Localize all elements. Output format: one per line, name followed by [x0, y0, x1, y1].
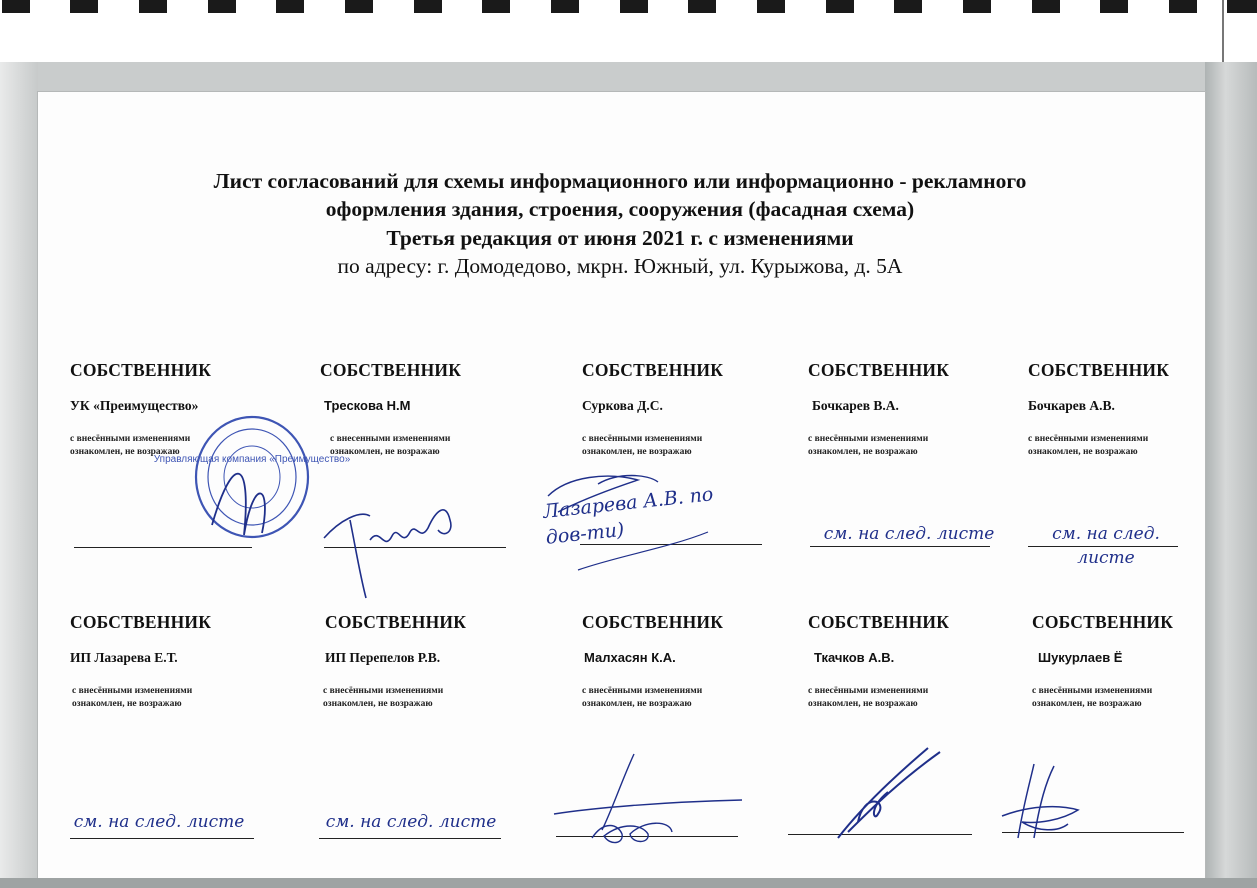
signature-icon	[552, 750, 752, 850]
owner-role: СОБСТВЕННИК	[320, 360, 462, 380]
owner-role: СОБСТВЕННИК	[582, 360, 724, 380]
signature-icon	[828, 742, 968, 842]
owner-name: ИП Перепелов Р.В.	[325, 650, 441, 665]
owner-note: с внесёнными изменениями	[323, 686, 444, 696]
binding-holes	[0, 0, 1257, 14]
owner-role: СОБСТВЕННИК	[808, 360, 950, 380]
company-stamp-icon	[153, 415, 351, 545]
signature-icon	[998, 762, 1098, 842]
document-title-line1: Лист согласований для схемы информационного или информационно - рекламного	[213, 169, 1027, 193]
owner-note: ознакомлен, не возражаю	[582, 699, 692, 709]
stamp-text: Управляющая компания «Преимущество»	[153, 454, 351, 465]
page-edge	[1222, 0, 1224, 70]
owner-note: с внесёнными изменениями	[582, 434, 703, 444]
owner-block-shukurlaev	[1032, 612, 1252, 862]
owner-note: с внесёнными изменениями	[70, 434, 191, 444]
signature-text: см. на след. листе	[823, 524, 995, 544]
owner-name: УК «Преимущество»	[70, 398, 199, 413]
signature-text: см. на след. листе	[73, 812, 245, 832]
owner-name: Бочкарев А.В.	[1028, 398, 1115, 413]
owner-block-treskova	[320, 360, 540, 610]
scan-left-margin	[0, 62, 38, 888]
owner-note: ознакомлен, не возражаю	[1028, 447, 1138, 457]
owner-role: СОБСТВЕННИК	[1028, 360, 1170, 380]
signature-line	[319, 838, 501, 839]
document-edition: Третья редакция от июня 2021 г. с изменениями	[386, 226, 854, 250]
owner-block-tkachkov	[808, 612, 1028, 862]
owner-note: с внесёнными изменениями	[808, 434, 929, 444]
owner-block-uk	[70, 360, 351, 610]
owner-note: с внесёнными изменениями	[1032, 686, 1153, 696]
owner-role: СОБСТВЕННИК	[325, 612, 467, 632]
owner-block-bochkarev-av	[1028, 360, 1248, 610]
owner-note: с внесёнными изменениями	[72, 686, 193, 696]
owner-role: СОБСТВЕННИК	[808, 612, 950, 632]
owner-role: СОБСТВЕННИК	[1032, 612, 1174, 632]
signature-line	[70, 838, 254, 839]
document-title-line2: оформления здания, строения, сооружения (фасадная схема)	[325, 197, 915, 221]
owner-block-bochkarev-va	[808, 360, 1028, 610]
owner-role: СОБСТВЕННИК	[70, 612, 212, 632]
owner-name: Шукурлаев Ё	[1038, 650, 1123, 665]
signature-text: Лазарева А.В. по дов-ти)	[542, 483, 715, 549]
signature-text: см. на след. листе	[1052, 524, 1160, 568]
owner-role: СОБСТВЕННИК	[582, 612, 724, 632]
owner-block-surkova	[542, 360, 802, 610]
document-address: по адресу: г. Домодедово, мкрн. Южный, ул. Курыжова, д. 5А	[337, 254, 903, 278]
owner-note: ознакомлен, не возражаю	[582, 447, 692, 457]
owner-block-malkhasyan	[582, 612, 802, 862]
owner-name: Ткачков А.В.	[814, 650, 895, 665]
owner-name: Бочкарев В.А.	[812, 398, 899, 413]
owner-note: ознакомлен, не возражаю	[70, 447, 180, 457]
owner-note: с внесенными изменениями	[330, 434, 451, 444]
signature-text: см. на след. листе	[325, 812, 497, 832]
owner-note: ознакомлен, не возражаю	[72, 699, 182, 709]
signature-line	[74, 547, 252, 548]
owner-block-perepelov	[325, 612, 545, 862]
signature-line	[810, 546, 990, 547]
owner-note: ознакомлен, не возражаю	[330, 447, 440, 457]
owner-name: ИП Лазарева Е.Т.	[70, 650, 178, 665]
owner-note: ознакомлен, не возражаю	[808, 699, 918, 709]
owner-note: с внесёнными изменениями	[582, 686, 703, 696]
scan-bottom-edge	[0, 878, 1257, 888]
owner-note: ознакомлен, не возражаю	[808, 447, 918, 457]
owner-role: СОБСТВЕННИК	[70, 360, 212, 380]
owner-block-lazareva	[70, 612, 290, 862]
owner-name: Трескова Н.М	[324, 398, 411, 413]
owner-note: с внесёнными изменениями	[1028, 434, 1149, 444]
owner-name: Малхасян К.А.	[584, 650, 676, 665]
signature-icon	[320, 480, 480, 600]
owner-note: с внесёнными изменениями	[808, 686, 929, 696]
owner-name: Суркова Д.С.	[582, 398, 663, 413]
owner-note: ознакомлен, не возражаю	[1032, 699, 1142, 709]
owner-note: ознакомлен, не возражаю	[323, 699, 433, 709]
